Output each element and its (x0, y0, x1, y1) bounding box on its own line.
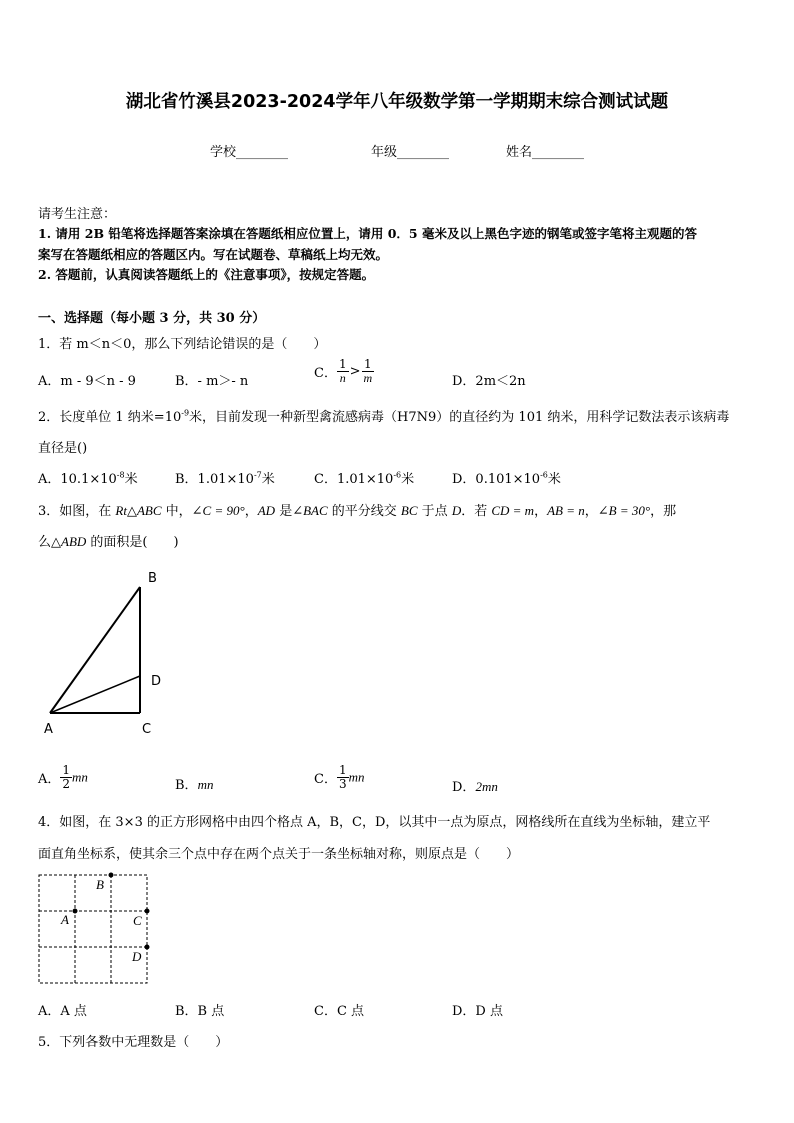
notice-item-1-line-1: 1. 请用 2B 铅笔将选择题答案涂填在答题纸相应位置上，请用 0．5 毫米及以上黑色字迹的钢笔或签字笔将主观题的答 (38, 226, 697, 241)
option-label: A． (38, 772, 61, 787)
stem-text: 的平分线交 (327, 504, 401, 519)
notice-item-2: 2. 答题前，认真阅读答题纸上的《注意事项》，按规定答题。 (38, 267, 375, 282)
exponent: -8 (116, 470, 125, 480)
label-d: D (151, 674, 162, 689)
question-3-option-b (175, 774, 213, 793)
grade-field: 年级________ (371, 145, 450, 160)
unit: 米 (547, 472, 561, 487)
label-a: A (44, 722, 53, 737)
question-1-option-c (314, 358, 374, 385)
denominator: m (363, 371, 373, 385)
option-label: B． (175, 778, 198, 793)
exponent: -7 (253, 470, 262, 480)
label-b: B (96, 877, 104, 892)
math-expr: BC (400, 503, 418, 518)
math-expr: D (451, 503, 462, 518)
question-3-option-c (314, 764, 364, 791)
option-label: D． (452, 780, 476, 795)
variable: mn (72, 769, 88, 785)
question-3-stem-line-2 (38, 531, 179, 550)
option-text: B．1.01×10 (175, 472, 254, 487)
option-text: C．1.01×10 (314, 472, 394, 487)
question-2-stem-line-1 (38, 406, 729, 425)
question-1-option-a: A．m - 9＜n - 9 (38, 374, 136, 389)
math-expr: Rt△ABC (115, 503, 162, 518)
point-a (73, 909, 78, 914)
question-3-option-d (452, 776, 498, 795)
question-5-stem: 5．下列各数中无理数是（ ） (38, 1035, 229, 1050)
variable: mn (197, 777, 214, 792)
question-2-option-c (314, 468, 414, 487)
unit: 米 (401, 472, 415, 487)
question-1-option-b: B．- m＞- n (175, 374, 249, 389)
stem-text: 米，目前发现一种新型禽流感病毒（H7N9）的直径约为 101 纳米，用科学记数法表示该病毒 (189, 410, 730, 425)
stem-text: 中， (161, 504, 192, 519)
point-d (145, 945, 150, 950)
option-text: A．10.1×10 (38, 472, 117, 487)
question-3-option-a (38, 764, 88, 791)
stem-text: ， (534, 504, 548, 519)
denominator: 2 (62, 777, 71, 791)
question-4-stem-line-1: 4．如图，在 3×3 的正方形网格中由四个格点 A，B，C，D，以其中一点为原点，网格线所在直线为坐标轴，建立平 (38, 815, 711, 830)
fraction-1-over-m (362, 358, 375, 385)
numerator: 1 (338, 357, 347, 371)
grid-border (39, 875, 147, 983)
notice-heading: 请考生注意： (38, 207, 117, 222)
name-field: 姓名________ (506, 145, 585, 160)
numerator: 1 (362, 358, 375, 372)
option-text: D．0.101×10 (452, 472, 541, 487)
math-expr: AB = n (547, 503, 585, 518)
question-4-option-a: A．A 点 (38, 1004, 87, 1019)
dashed-grid (39, 875, 147, 983)
greater-than-sign: > (349, 364, 361, 379)
exponent: -6 (393, 470, 402, 480)
exponent: -6 (540, 470, 548, 480)
question-2-option-a (38, 468, 138, 487)
question-2-stem-line-2: 直径是() (38, 441, 88, 456)
stem-text: ， (584, 504, 598, 519)
math-expr: CD = m (491, 503, 535, 518)
stem-text: 么 (38, 535, 52, 550)
grid-figure (30, 868, 160, 988)
denominator: 3 (338, 777, 347, 791)
math-expr: ∠C = 90° (191, 503, 245, 518)
math-expr: AD (257, 503, 276, 518)
math-expr: ∠BAC (292, 503, 328, 518)
label-a: A (61, 912, 69, 927)
variable: mn (348, 769, 365, 785)
variable: 2mn (475, 779, 498, 794)
unit: 米 (261, 472, 275, 487)
fraction-third (337, 764, 349, 791)
section-heading: 一、选择题（每小题 3 分，共 30 分） (38, 311, 266, 326)
question-4-option-c: C．C 点 (314, 1004, 365, 1019)
stem-text: 的面积是( ) (86, 535, 179, 550)
stem-text: ．若 (461, 504, 492, 519)
school-field: 学校________ (210, 145, 289, 160)
question-4-stem-line-2: 面直角坐标系，使其余三个点中存在两个点关于一条坐标轴对称，则原点是（ ） (38, 847, 520, 862)
question-2-option-b (175, 468, 275, 487)
stem-text: ，那 (650, 504, 677, 519)
fraction-half (60, 764, 72, 791)
point-c (145, 909, 150, 914)
option-label: C． (314, 772, 337, 787)
question-2-option-d (452, 468, 561, 487)
exponent: -9 (181, 408, 190, 418)
unit: 米 (124, 472, 138, 487)
question-3-stem-line-1 (38, 500, 676, 519)
label-c: C (142, 722, 152, 737)
label-b: B (148, 571, 157, 586)
notice-item-1-line-2: 案写在答题纸相应的答题区内。写在试题卷、草稿纸上均无效。 (38, 247, 389, 262)
stem-text: 3．如图，在 (38, 504, 116, 519)
point-b (109, 873, 114, 878)
label-c: C (133, 913, 142, 928)
question-1-option-d: D．2m＜2n (452, 374, 526, 389)
stem-text: ， (244, 504, 258, 519)
option-c-label: C． (314, 366, 337, 381)
numerator: 1 (338, 763, 347, 777)
numerator: 1 (62, 763, 71, 777)
triangle-figure (30, 560, 180, 745)
stem-text: 2．长度单位 1 纳米=10 (38, 410, 182, 425)
math-expr: ∠B = 30° (597, 503, 651, 518)
math-expr: △ABD (51, 534, 87, 549)
question-4-option-d: D．D 点 (452, 1004, 503, 1019)
denominator: n (339, 371, 346, 385)
fraction-1-over-n (337, 358, 349, 385)
stem-text: 于点 (417, 504, 452, 519)
question-1-stem: 1．若 m＜n＜0，那么下列结论错误的是（ ） (38, 337, 327, 352)
stem-text: 是 (275, 504, 293, 519)
exam-title: 湖北省竹溪县2023-2024学年八年级数学第一学期期末综合测试试题 (125, 92, 669, 112)
question-4-option-b: B．B 点 (175, 1004, 225, 1019)
label-d: D (132, 949, 142, 964)
